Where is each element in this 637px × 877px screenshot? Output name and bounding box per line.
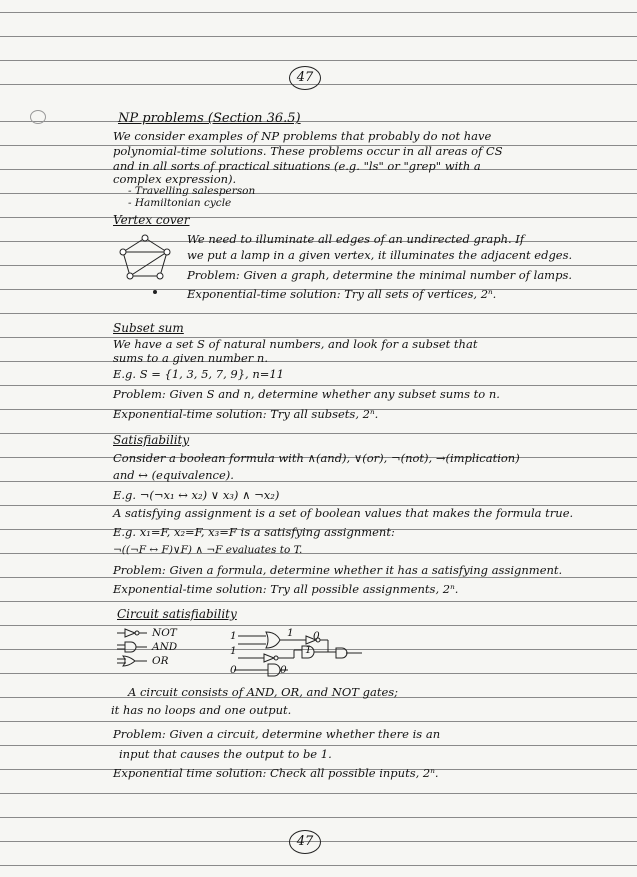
subset-sum-line-2: sums to a given number n. <box>113 351 268 365</box>
circuit-value-4: 0 <box>230 664 237 676</box>
satisfiability-line-2: and ↔ (equivalence). <box>113 468 234 482</box>
satisfiability-heading: Satisfiability <box>113 433 190 447</box>
circuit-problem-2: input that causes the output to be 1. <box>119 747 332 761</box>
vertex-cover-solution: Exponential-time solution: Try all sets of vertices, 2ⁿ. <box>187 287 497 301</box>
legend-or-label: OR <box>152 655 169 667</box>
intro-line-2: polynomial-time solutions. These problems occur in all areas of CS <box>113 144 503 158</box>
vertex-cover-line-2: we put a lamp in a given vertex, it illuminates the adjacent edges. <box>187 248 573 262</box>
circuit-problem-1: Problem: Given a circuit, determine whether there is an <box>113 727 441 741</box>
circuit-description-2: it has no loops and one output. <box>111 703 292 717</box>
page-title: NP problems (Section 36.5) <box>118 111 301 126</box>
intro-line-4: complex expression). <box>113 172 237 186</box>
circuit-value-1: 1 <box>230 630 237 642</box>
satisfiability-problem: Problem: Given a formula, determine whether it has a satisfying assignment. <box>113 563 563 577</box>
subset-sum-solution: Exponential-time solution: Try all subsets, 2ⁿ. <box>113 407 379 421</box>
circuit-value-3: 1 <box>287 627 294 639</box>
satisfying-assignment-definition: A satisfying assignment is a set of boolean values that makes the formula true. <box>113 506 574 520</box>
circuit-value-6: 1 <box>305 644 312 656</box>
circuit-value-7: 0 <box>280 664 287 676</box>
satisfiability-solution: Exponential-time solution: Try all possible assignments, 2ⁿ. <box>113 582 459 596</box>
satisfying-assignment-example: E.g. x₁=F, x₂=F, x₃=F is a satisfying assignment: <box>113 525 395 539</box>
subset-sum-heading: Subset sum <box>113 321 184 335</box>
example-item-2: - Hamiltonian cycle <box>128 197 232 209</box>
subset-sum-line-1: We have a set S of natural numbers, and look for a subset that <box>113 337 478 351</box>
circuit-solution: Exponential time solution: Check all possible inputs, 2ⁿ. <box>113 766 439 780</box>
vertex-cover-line-1: We need to illuminate all edges of an undirected graph. If <box>187 232 525 246</box>
circuit-value-2: 1 <box>230 645 237 657</box>
page-number-top: 47 <box>289 66 321 90</box>
legend-not-label: NOT <box>152 627 177 639</box>
subset-sum-example: E.g. S = {1, 3, 5, 7, 9}, n=11 <box>113 367 284 381</box>
intro-line-1: We consider examples of NP problems that probably do not have <box>113 129 492 143</box>
satisfiability-line-1: Consider a boolean formula with ∧(and), ∨(or), ¬(not), →(implication) <box>113 451 520 465</box>
vertex-cover-heading: Vertex cover <box>113 213 190 227</box>
intro-line-3: and in all sorts of practical situations (e.g. "ls" or "grep" with a <box>113 159 481 173</box>
subset-sum-problem: Problem: Given S and n, determine whether any subset sums to n. <box>113 387 500 401</box>
punch-hole <box>30 110 46 124</box>
circuit-value-5: 0 <box>313 630 320 642</box>
legend-and-label: AND <box>152 641 178 653</box>
satisfiability-evaluation: ¬((¬F ↔ F)∨F) ∧ ¬F evaluates to T. <box>113 544 303 556</box>
circuit-heading: Circuit satisfiability <box>117 607 237 621</box>
satisfiability-formula: E.g. ¬(¬x₁ ↔ x₂) ∨ x₃) ∧ ¬x₂) <box>113 488 280 502</box>
example-item-1: - Travelling salesperson <box>128 185 256 197</box>
graph-diagram <box>110 230 180 300</box>
circuit-diagram <box>228 627 373 678</box>
page-number-bottom: 47 <box>289 830 321 854</box>
vertex-cover-problem: Problem: Given a graph, determine the minimal number of lamps. <box>187 268 572 282</box>
gate-legend-symbols <box>115 626 155 670</box>
circuit-description-1: A circuit consists of AND, OR, and NOT gates; <box>128 685 399 699</box>
